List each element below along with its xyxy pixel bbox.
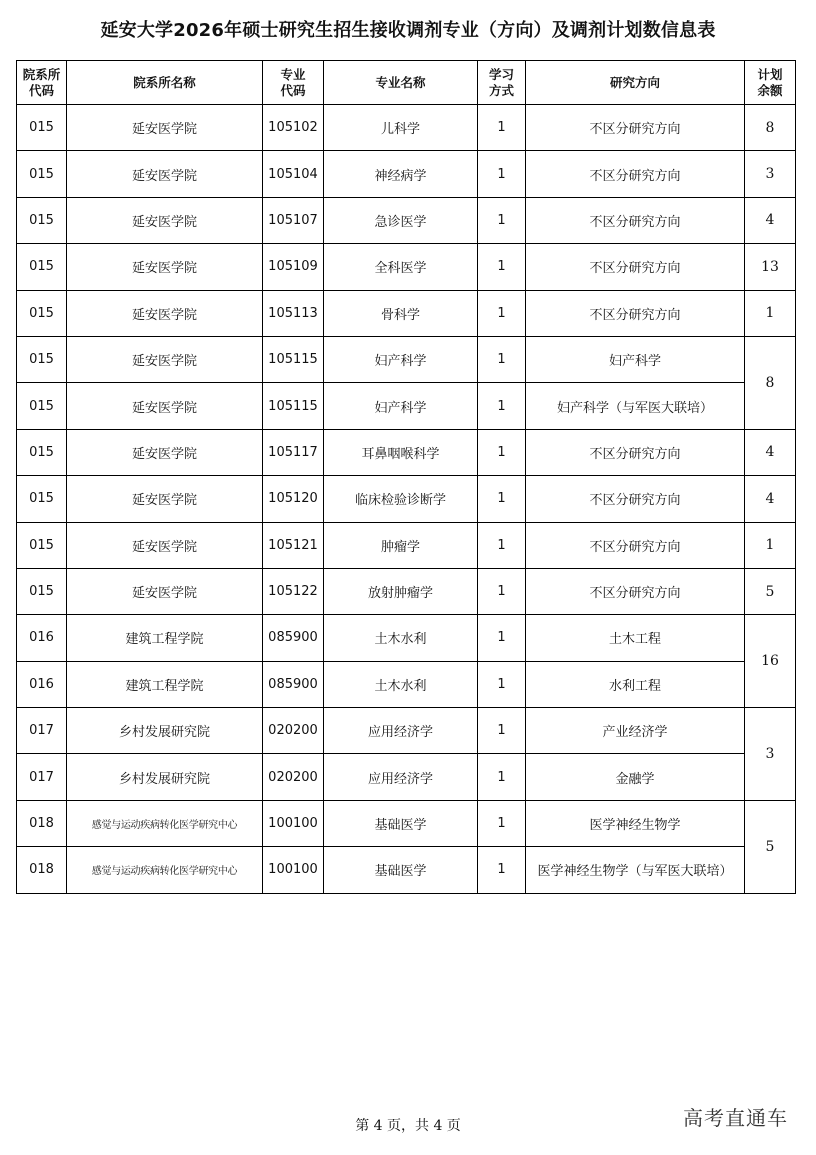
dept-code-cell: 016 [17,615,67,661]
major-code-cell: 105104 [263,151,324,197]
direction-cell: 土木工程 [526,615,745,661]
study-mode-cell: 1 [478,615,526,661]
major-name-cell: 肿瘤学 [324,522,478,568]
table-row [17,383,796,429]
header-remaining: 计划 余额 [745,61,796,105]
header-dept-code: 院系所 代码 [17,61,67,105]
major-name-cell: 妇产科学 [324,383,478,429]
remaining-cell: 8 [745,105,796,151]
major-code-cell: 105113 [263,290,324,336]
table-row [17,476,796,522]
study-mode-cell: 1 [478,568,526,614]
dept-code-cell: 015 [17,197,67,243]
direction-cell: 医学神经生物学（与军医大联培） [526,847,745,893]
dept-name-cell: 延安医学院 [67,383,263,429]
study-mode-cell: 1 [478,522,526,568]
dept-name-cell: 乡村发展研究院 [67,708,263,754]
dept-name-cell: 延安医学院 [67,244,263,290]
direction-cell: 妇产科学 [526,336,745,382]
header-dept-name: 院系所名称 [67,61,263,105]
direction-cell: 不区分研究方向 [526,476,745,522]
remaining-cell: 4 [745,197,796,243]
major-code-cell: 085900 [263,661,324,707]
dept-name-cell: 延安医学院 [67,151,263,197]
major-name-cell: 耳鼻咽喉科学 [324,429,478,475]
major-code-cell: 105120 [263,476,324,522]
remaining-cell: 13 [745,244,796,290]
major-code-cell: 105107 [263,197,324,243]
major-name-cell: 急诊医学 [324,197,478,243]
table-row [17,708,796,754]
direction-cell: 妇产科学（与军医大联培） [526,383,745,429]
direction-cell: 不区分研究方向 [526,522,745,568]
dept-name-cell: 延安医学院 [67,568,263,614]
dept-code-cell: 015 [17,522,67,568]
table-row [17,661,796,707]
direction-cell: 不区分研究方向 [526,290,745,336]
dept-code-cell: 018 [17,800,67,846]
dept-code-cell: 015 [17,429,67,475]
dept-code-cell: 015 [17,336,67,382]
dept-name-cell: 延安医学院 [67,336,263,382]
dept-code-cell: 015 [17,476,67,522]
major-name-cell: 应用经济学 [324,708,478,754]
dept-name-cell: 建筑工程学院 [67,661,263,707]
remaining-cell: 3 [745,151,796,197]
adjustment-plan-table [16,60,796,894]
remaining-cell: 1 [745,290,796,336]
study-mode-cell: 1 [478,105,526,151]
major-code-cell: 105117 [263,429,324,475]
table-row [17,290,796,336]
dept-code-cell: 015 [17,105,67,151]
direction-cell: 产业经济学 [526,708,745,754]
remaining-cell: 3 [745,708,796,801]
table-row [17,151,796,197]
dept-code-cell: 017 [17,754,67,800]
table-row [17,522,796,568]
major-name-cell: 基础医学 [324,800,478,846]
major-code-cell: 105102 [263,105,324,151]
table-row [17,105,796,151]
table-row [17,800,796,846]
dept-name-cell: 延安医学院 [67,522,263,568]
dept-name-cell: 建筑工程学院 [67,615,263,661]
direction-cell: 不区分研究方向 [526,105,745,151]
dept-name-cell: 乡村发展研究院 [67,754,263,800]
dept-code-cell: 017 [17,708,67,754]
direction-cell: 金融学 [526,754,745,800]
remaining-cell: 16 [745,615,796,708]
study-mode-cell: 1 [478,151,526,197]
major-code-cell: 105121 [263,522,324,568]
table-row [17,754,796,800]
dept-name-cell: 延安医学院 [67,105,263,151]
direction-cell: 水利工程 [526,661,745,707]
dept-code-cell: 015 [17,290,67,336]
major-name-cell: 全科医学 [324,244,478,290]
dept-code-cell: 015 [17,244,67,290]
major-name-cell: 神经病学 [324,151,478,197]
study-mode-cell: 1 [478,847,526,893]
table-row [17,615,796,661]
dept-name-cell: 延安医学院 [67,476,263,522]
major-code-cell: 105115 [263,383,324,429]
major-name-cell: 骨科学 [324,290,478,336]
dept-name-cell: 延安医学院 [67,197,263,243]
major-code-cell: 100100 [263,800,324,846]
study-mode-cell: 1 [478,476,526,522]
direction-cell: 医学神经生物学 [526,800,745,846]
remaining-cell: 8 [745,336,796,429]
page-title: 延安大学2026年硕士研究生招生接收调剂专业（方向）及调剂计划数信息表 [100,20,716,41]
page-footer: 第 4 页，共 4 页 [355,1118,461,1134]
header-major-name: 专业名称 [324,61,478,105]
remaining-cell: 4 [745,429,796,475]
direction-cell: 不区分研究方向 [526,151,745,197]
dept-code-cell: 015 [17,383,67,429]
major-name-cell: 应用经济学 [324,754,478,800]
study-mode-cell: 1 [478,429,526,475]
header-study-mode: 学习 方式 [478,61,526,105]
study-mode-cell: 1 [478,708,526,754]
remaining-cell: 5 [745,800,796,893]
table-row [17,429,796,475]
table-row [17,244,796,290]
study-mode-cell: 1 [478,336,526,382]
study-mode-cell: 1 [478,290,526,336]
dept-code-cell: 015 [17,151,67,197]
major-code-cell: 100100 [263,847,324,893]
major-name-cell: 儿科学 [324,105,478,151]
study-mode-cell: 1 [478,661,526,707]
major-name-cell: 土木水利 [324,615,478,661]
study-mode-cell: 1 [478,244,526,290]
dept-name-cell: 感觉与运动疾病转化医学研究中心 [67,847,263,893]
dept-code-cell: 018 [17,847,67,893]
major-code-cell: 105109 [263,244,324,290]
major-code-cell: 020200 [263,754,324,800]
study-mode-cell: 1 [478,383,526,429]
dept-code-cell: 015 [17,568,67,614]
remaining-cell: 4 [745,476,796,522]
major-name-cell: 土木水利 [324,661,478,707]
dept-name-cell: 延安医学院 [67,290,263,336]
table-header-row [17,61,796,105]
major-name-cell: 基础医学 [324,847,478,893]
major-code-cell: 020200 [263,708,324,754]
header-major-code: 专业 代码 [263,61,324,105]
table-row [17,197,796,243]
major-code-cell: 105115 [263,336,324,382]
table-row [17,336,796,382]
remaining-cell: 1 [745,522,796,568]
table-row [17,847,796,893]
table-row [17,568,796,614]
dept-code-cell: 016 [17,661,67,707]
study-mode-cell: 1 [478,754,526,800]
major-code-cell: 085900 [263,615,324,661]
direction-cell: 不区分研究方向 [526,197,745,243]
remaining-cell: 5 [745,568,796,614]
direction-cell: 不区分研究方向 [526,568,745,614]
major-name-cell: 放射肿瘤学 [324,568,478,614]
study-mode-cell: 1 [478,800,526,846]
direction-cell: 不区分研究方向 [526,429,745,475]
major-name-cell: 临床检验诊断学 [324,476,478,522]
major-code-cell: 105122 [263,568,324,614]
watermark-text: 高考直通车 [683,1106,788,1130]
study-mode-cell: 1 [478,197,526,243]
direction-cell: 不区分研究方向 [526,244,745,290]
dept-name-cell: 感觉与运动疾病转化医学研究中心 [67,800,263,846]
dept-name-cell: 延安医学院 [67,429,263,475]
major-name-cell: 妇产科学 [324,336,478,382]
header-direction: 研究方向 [526,61,745,105]
